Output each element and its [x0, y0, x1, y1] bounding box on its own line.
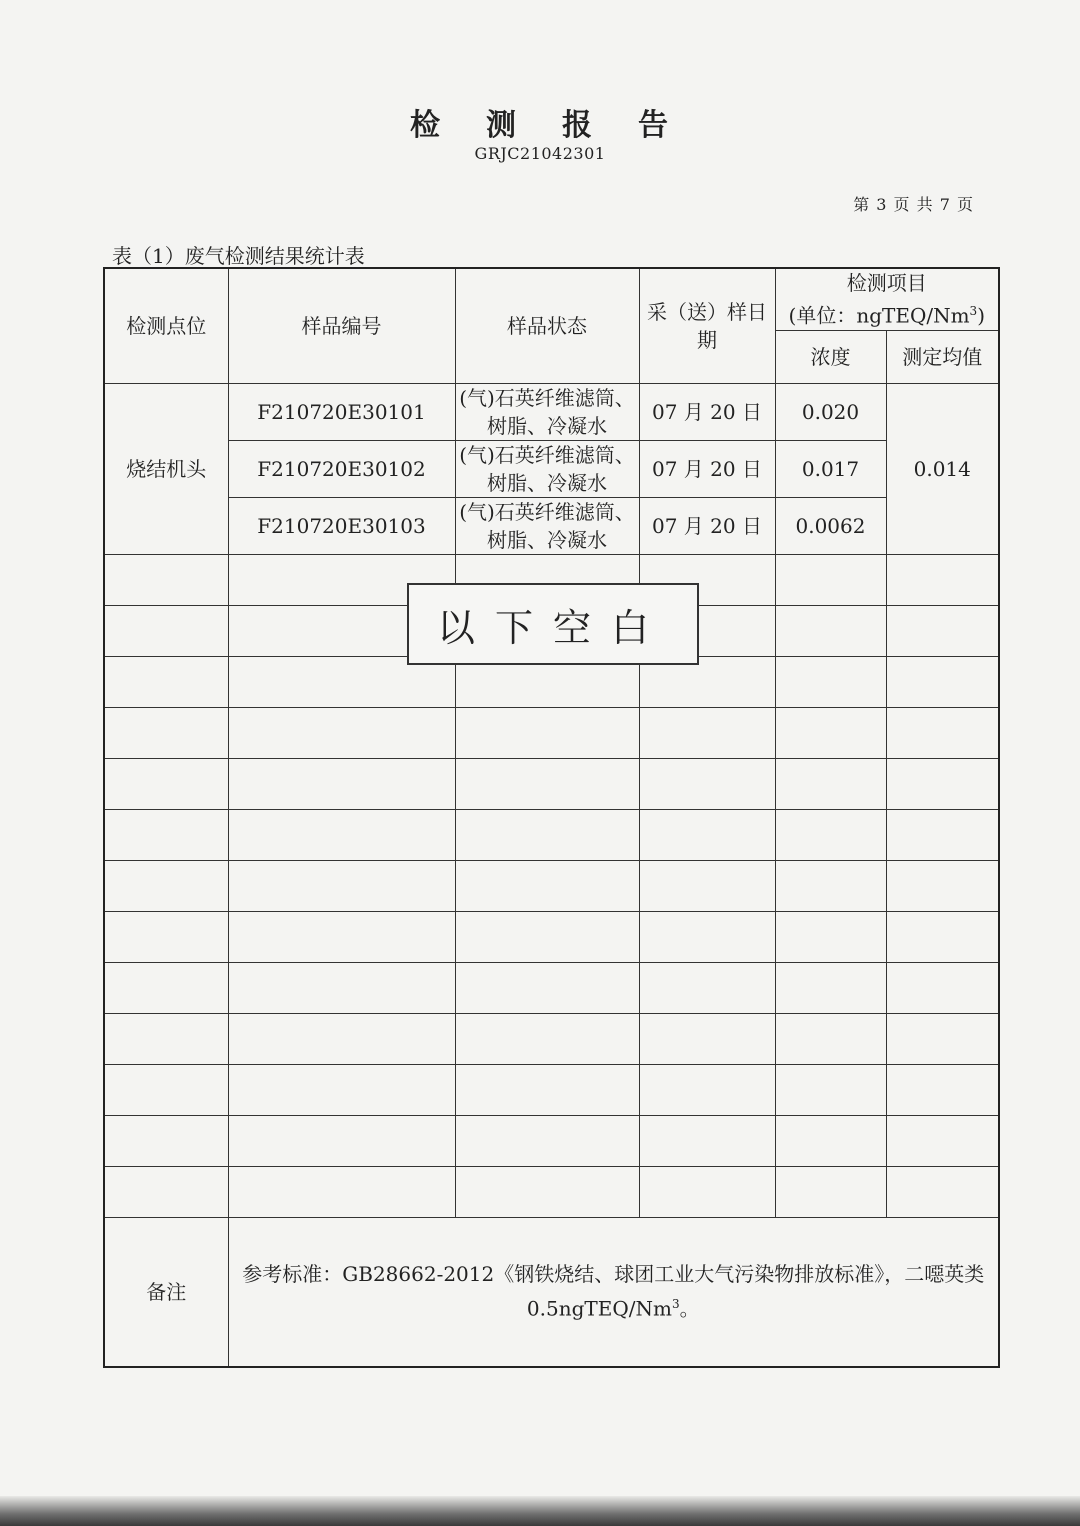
- table-title: 表（1）废气检测结果统计表: [112, 244, 365, 268]
- header-sample-no: 样品编号: [228, 268, 455, 383]
- empty-row: [104, 1013, 999, 1064]
- sample-state-cell: (气)石英纤维滤筒、树脂、冷凝水: [455, 497, 639, 554]
- concentration-cell: 0.017: [775, 440, 886, 497]
- note-text: [228, 1217, 999, 1367]
- empty-row: [104, 1166, 999, 1217]
- date-cell: 07 月 20 日: [639, 383, 775, 440]
- average-cell: 0.014: [886, 383, 999, 554]
- header-average: 测定均值: [886, 330, 999, 383]
- sample-state-cell: (气)石英纤维滤筒、树脂、冷凝水: [455, 383, 639, 440]
- header-date: 采（送）样日期: [639, 268, 775, 383]
- title-char: 检: [410, 108, 442, 143]
- page-indicator: 第 3 页 共 7 页: [853, 195, 974, 214]
- note-label: 备注: [104, 1217, 228, 1367]
- concentration-cell: 0.0062: [775, 497, 886, 554]
- note-sup: 3: [671, 1297, 680, 1312]
- empty-row: [104, 707, 999, 758]
- empty-row: [104, 962, 999, 1013]
- empty-row: [104, 809, 999, 860]
- scan-edge: [0, 1496, 1080, 1526]
- title-char: 告: [638, 108, 670, 143]
- location-cell: 烧结机头: [104, 383, 228, 554]
- report-code: GRJC21042301: [474, 144, 606, 163]
- sample-no-cell: F210720E30103: [228, 497, 455, 554]
- date-cell: 07 月 20 日: [639, 497, 775, 554]
- empty-row: [104, 911, 999, 962]
- date-cell: 07 月 20 日: [639, 440, 775, 497]
- unit-suffix: ): [977, 303, 985, 328]
- sample-no-cell: F210720E30102: [228, 440, 455, 497]
- unit-prefix: (单位：ngTEQ/Nm: [788, 303, 970, 328]
- sample-state-cell: (气)石英纤维滤筒、树脂、冷凝水: [455, 440, 639, 497]
- empty-row: [104, 860, 999, 911]
- concentration-cell: 0.020: [775, 383, 886, 440]
- header-location: 检测点位: [104, 268, 228, 383]
- empty-row: [104, 758, 999, 809]
- results-table: [103, 267, 1000, 1368]
- report-title: [0, 100, 1080, 144]
- table-row: [104, 383, 999, 440]
- note-body: 参考标准：GB28662-2012《钢铁烧结、球团工业大气污染物排放标准》，二噁英类 0.5ngTEQ/Nm: [242, 1262, 985, 1321]
- sample-no-cell: F210720E30101: [228, 383, 455, 440]
- empty-row: [104, 1115, 999, 1166]
- note-end: 。: [679, 1296, 700, 1321]
- header-test-item: [775, 268, 999, 330]
- title-char: 测: [486, 108, 518, 143]
- empty-row: [104, 1064, 999, 1115]
- header-unit: [776, 297, 999, 330]
- unit-sup: 3: [969, 304, 978, 318]
- header-sample-state: 样品状态: [455, 268, 639, 383]
- table-row: [104, 440, 999, 497]
- blank-below-stamp: 以下空白: [407, 583, 699, 665]
- title-char: 报: [562, 108, 594, 143]
- header-concentration: 浓度: [775, 330, 886, 383]
- table-row: [104, 497, 999, 554]
- header-test-item-label: 检测项目: [846, 271, 927, 295]
